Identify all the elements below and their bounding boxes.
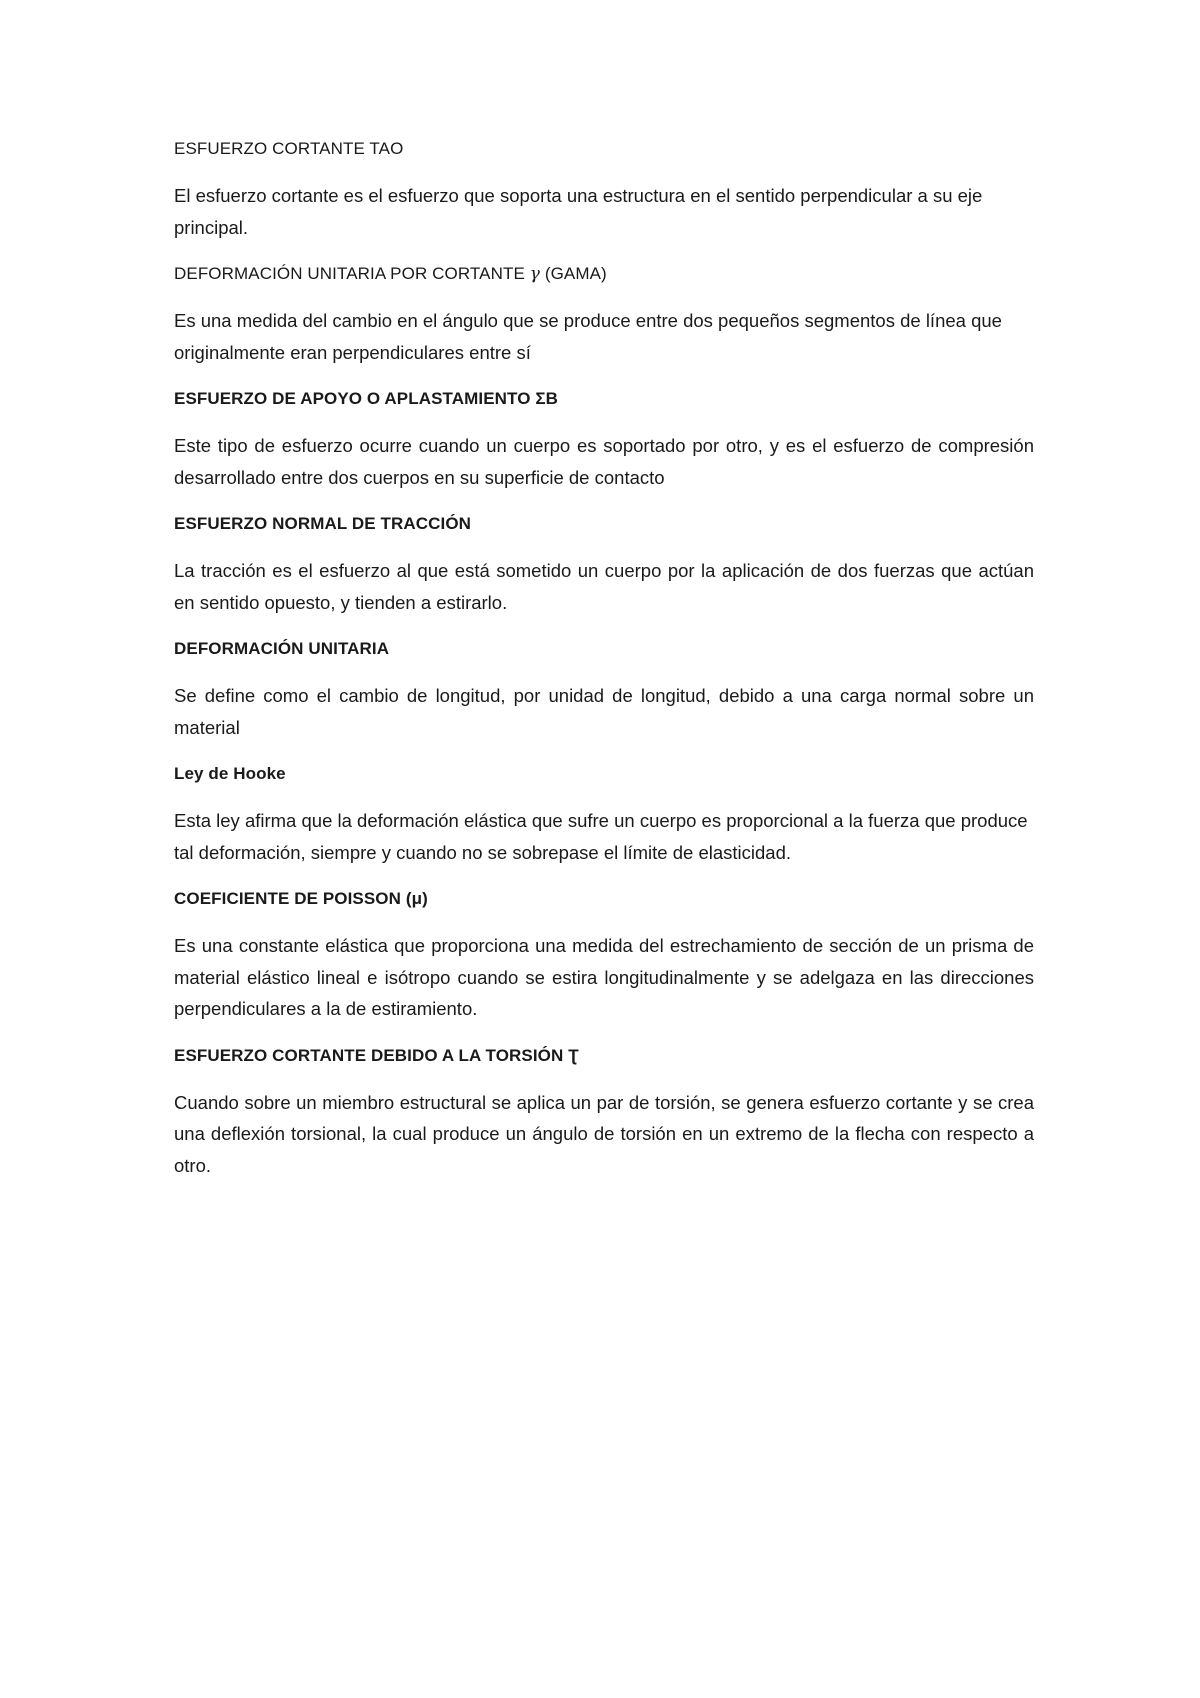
section-heading-suffix: (GAMA) xyxy=(544,264,607,283)
section-body: Cuando sobre un miembro estructural se aplica un par de torsión, se genera esfuerzo cortante y se crea una deflexión torsional, la cual produce un ángulo de torsión en un extremo de la flecha con respecto a otro. xyxy=(174,1091,1034,1176)
document-page xyxy=(174,138,1034,1201)
section-body: El esfuerzo cortante es el esfuerzo que soporta una estructura en el sentido perpendicular a su eje principal. xyxy=(174,185,983,238)
section-heading-text: ESFUERZO CORTANTE DEBIDO A LA TORSIÓN xyxy=(174,1045,564,1065)
section-ley-hooke xyxy=(174,763,1034,868)
section-deformacion-unitaria xyxy=(174,638,1034,743)
section-body: Este tipo de esfuerzo ocurre cuando un cuerpo es soportado por otro, y es el esfuerzo de compresión desarrollado entre dos cuerpos en su superficie de contacto xyxy=(174,435,1034,488)
section-heading: DEFORMACIÓN UNITARIA xyxy=(174,639,390,658)
section-heading xyxy=(174,1045,1034,1067)
section-body: Se define como el cambio de longitud, por unidad de longitud, debido a una carga normal sobre un material xyxy=(174,685,1034,738)
section-heading: ESFUERZO NORMAL DE TRACCIÓN xyxy=(174,514,472,533)
section-heading: ESFUERZO CORTANTE TAO xyxy=(174,139,404,158)
section-esfuerzo-traccion xyxy=(174,513,1034,618)
section-body: Es una constante elástica que proporciona una medida del estrechamiento de sección de un prisma de material elástico lineal e isótropo cuando se estira longitudinalmente y se adelgaza en las direcciones perpendiculares a la de estiramiento. xyxy=(174,935,1034,1019)
section-heading: Ley de Hooke xyxy=(174,764,286,783)
section-coeficiente-poisson xyxy=(174,888,1034,1025)
section-heading-text: DEFORMACIÓN UNITARIA POR CORTANTE xyxy=(174,264,525,283)
section-esfuerzo-apoyo xyxy=(174,388,1034,493)
gamma-symbol: γ xyxy=(529,264,540,284)
section-heading: ESFUERZO DE APOYO O APLASTAMIENTO ΣB xyxy=(174,389,559,408)
tau-symbol: Ʈ xyxy=(568,1045,579,1065)
section-heading xyxy=(174,263,1034,285)
section-deformacion-cortante xyxy=(174,263,1034,368)
section-body: Es una medida del cambio en el ángulo que se produce entre dos pequeños segmentos de línea que originalmente eran perpendiculares entre sí xyxy=(174,310,1002,363)
section-body: Esta ley afirma que la deformación elástica que sufre un cuerpo es proporcional a la fuerza que produce tal deformación, siempre y cuando no se sobrepase el límite de elasticidad. xyxy=(174,810,1028,863)
section-heading: COEFICIENTE DE POISSON (μ) xyxy=(174,889,428,908)
section-cortante-torsion xyxy=(174,1045,1034,1182)
section-esfuerzo-cortante xyxy=(174,138,1034,243)
section-body: La tracción es el esfuerzo al que está sometido un cuerpo por la aplicación de dos fuerzas que actúan en sentido opuesto, y tienden a estirarlo. xyxy=(174,560,1034,613)
